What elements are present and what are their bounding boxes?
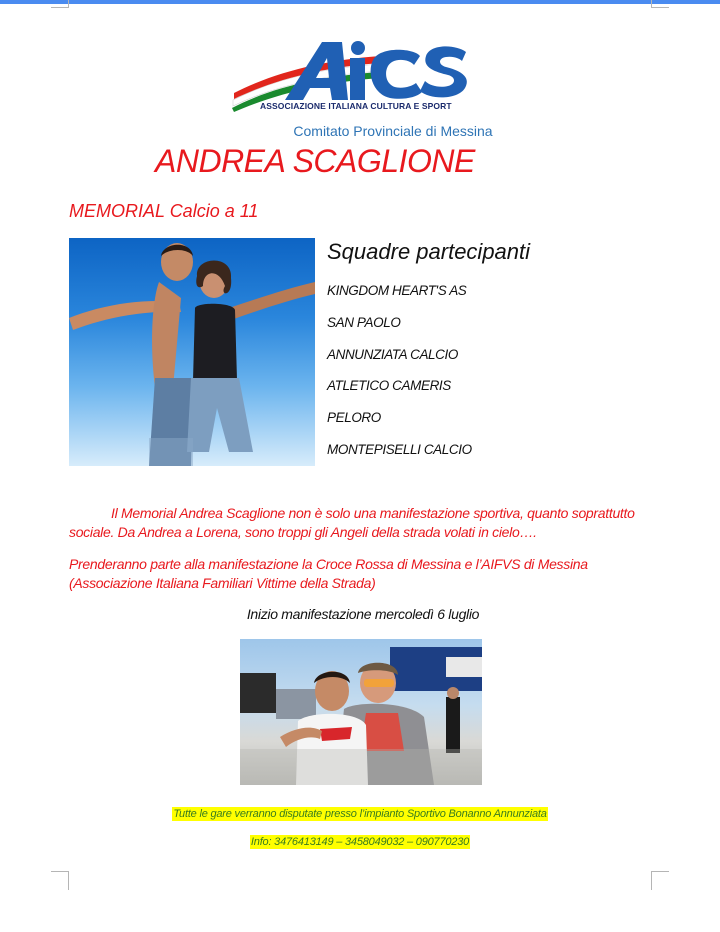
corner-mark-bottom-right — [651, 871, 669, 890]
venue-text: Tutte le gare verranno disputate presso l’impianto Sportivo Bonanno Annunziata — [173, 808, 547, 820]
team-item: ANNUNZIATA CALCIO — [327, 347, 458, 362]
top-accent-bar — [0, 0, 720, 4]
team-item: KINGDOM HEART'S AS — [327, 283, 467, 298]
team-item: SAN PAOLO — [327, 315, 401, 330]
memorial-description: Il Memorial Andrea Scaglione non è solo una manifestazione sportiva, quanto soprattutto sociale. Da Andrea a Lorena, sono troppi gli Angeli della strada volati in cielo…. — [69, 505, 635, 540]
logo-full-name: ASSOCIAZIONE ITALIANA CULTURA E SPORT — [260, 101, 452, 111]
committee-name: Comitato Provinciale di Messina — [293, 123, 493, 139]
photo-couple-sky — [69, 238, 315, 466]
team-item: ATLETICO CAMERIS — [327, 378, 451, 393]
venue-highlight — [0, 808, 720, 820]
team-item: PELORO — [327, 410, 381, 425]
teams-heading: Squadre partecipanti — [327, 239, 531, 264]
photo-event-group — [240, 639, 482, 785]
corner-mark-top-left-v — [68, 0, 70, 7]
participants-note: Prenderanno parte alla manifestazione la Croce Rossa di Messina e l’AIFVS di Messina (Associazione Italiana Familiari Vittime della Strada) — [69, 556, 588, 591]
start-date-line: Inizio manifestazione mercoledì 6 luglio — [246, 606, 480, 622]
info-highlight — [0, 836, 720, 848]
corner-mark-top-left — [51, 0, 69, 8]
page-title: ANDREA SCAGLIONE — [155, 143, 475, 179]
team-item: MONTEPISELLI CALCIO — [327, 442, 472, 457]
corner-mark-top-right-v — [651, 0, 653, 7]
corner-mark-top-right — [651, 0, 669, 8]
memorial-subtitle: MEMORIAL Calcio a 11 — [69, 201, 259, 221]
corner-mark-bottom-left — [51, 871, 69, 890]
info-phone-numbers: Info: 3476413149 – 3458049032 – 090770230 — [250, 836, 470, 848]
